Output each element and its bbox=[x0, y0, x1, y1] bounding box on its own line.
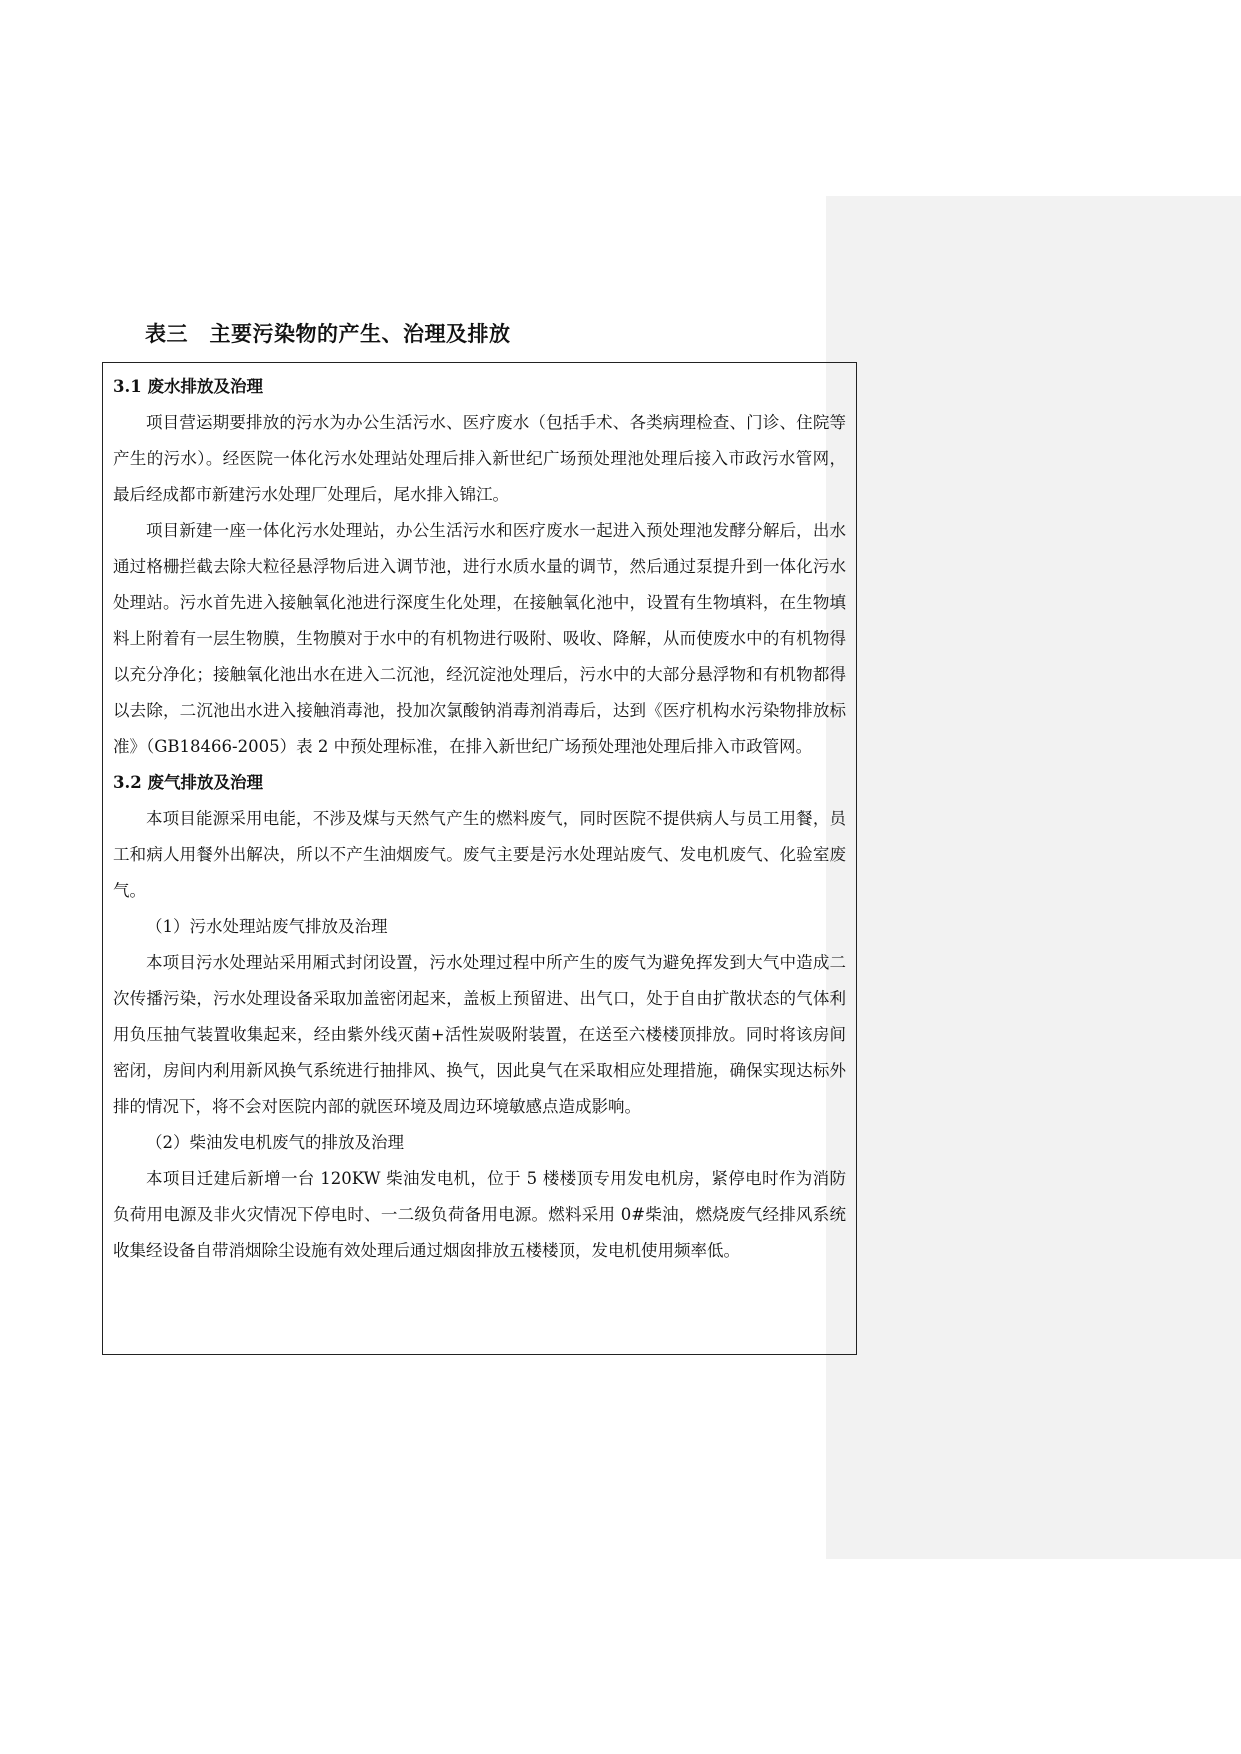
paragraph: 本项目污水处理站采用厢式封闭设置，污水处理过程中所产生的废气为避免挥发到大气中造成二次传播污染，污水处理设备采取加盖密闭起来，盖板上预留进、出气口，处于自由扩散状态的气体利用负压抽气装置收集起来，经由紫外线灭菌+活性炭吸附装置，在送至六楼楼顶排放。同时将该房间密闭，房间内利用新风换气系统进行抽排风、换气，因此臭气在采取相应处理措施，确保实现达标外排的情况下，将不会对医院内部的就医环境及周边环境敏感点造成影响。 bbox=[113, 953, 846, 1116]
content-table bbox=[102, 362, 857, 1355]
paragraph: 项目新建一座一体化污水处理站，办公生活污水和医疗废水一起进入预处理池发酵分解后，出水通过格栅拦截去除大粒径悬浮物后进入调节池，进行水质水量的调节，然后通过泵提升到一体化污水处理站。污水首先进入接触氧化池进行深度生化处理，在接触氧化池中，设置有生物填料，在生物填料上附着有一层生物膜，生物膜对于水中的有机物进行吸附、吸收、降解，从而使废水中的有机物得以充分净化；接触氧化池出水在进入二沉池，经沉淀池处理后，污水中的大部分悬浮物和有机物都得以去除，二沉池出水进入接触消毒池，投加次氯酸钠消毒剂消毒后，达到《医疗机构水污染物排放标准》（GB18466-2005）表 2 中预处理标准，在排入新世纪广场预处理池处理后排入市政管网。 bbox=[113, 521, 846, 756]
section-heading-wastewater: 3.1 废水排放及治理 bbox=[113, 377, 263, 396]
paragraph: 项目营运期要排放的污水为办公生活污水、医疗废水（包括手术、各类病理检查、门诊、住院等产生的污水）。经医院一体化污水处理站处理后排入新世纪广场预处理池处理后接入市政污水管网，最后经成都市新建污水处理厂处理后，尾水排入锦江。 bbox=[113, 413, 846, 504]
section-heading-exhaust-gas: 3.2 废气排放及治理 bbox=[113, 773, 263, 792]
subheading-diesel-generator-gas: （2）柴油发电机废气的排放及治理 bbox=[146, 1133, 404, 1152]
paragraph: 本项目能源采用电能，不涉及煤与天然气产生的燃料废气，同时医院不提供病人与员工用餐，员工和病人用餐外出解决，所以不产生油烟废气。废气主要是污水处理站废气、发电机废气、化验室废气。 bbox=[113, 809, 846, 900]
paragraph: 本项目迁建后新增一台 120KW 柴油发电机，位于 5 楼楼顶专用发电机房，紧停电时作为消防负荷用电源及非火灾情况下停电时、一二级负荷备用电源。燃料采用 0#柴油，燃烧废气经排风系统收集经设备自带消烟除尘设施有效处理后通过烟囱排放五楼楼顶，发电机使用频率低。 bbox=[113, 1169, 846, 1260]
comment-margin-pane bbox=[826, 196, 1241, 1559]
subheading-sewage-station-gas: （1）污水处理站废气排放及治理 bbox=[146, 917, 388, 936]
table-title: 表三 主要污染物的产生、治理及排放 bbox=[145, 322, 511, 346]
